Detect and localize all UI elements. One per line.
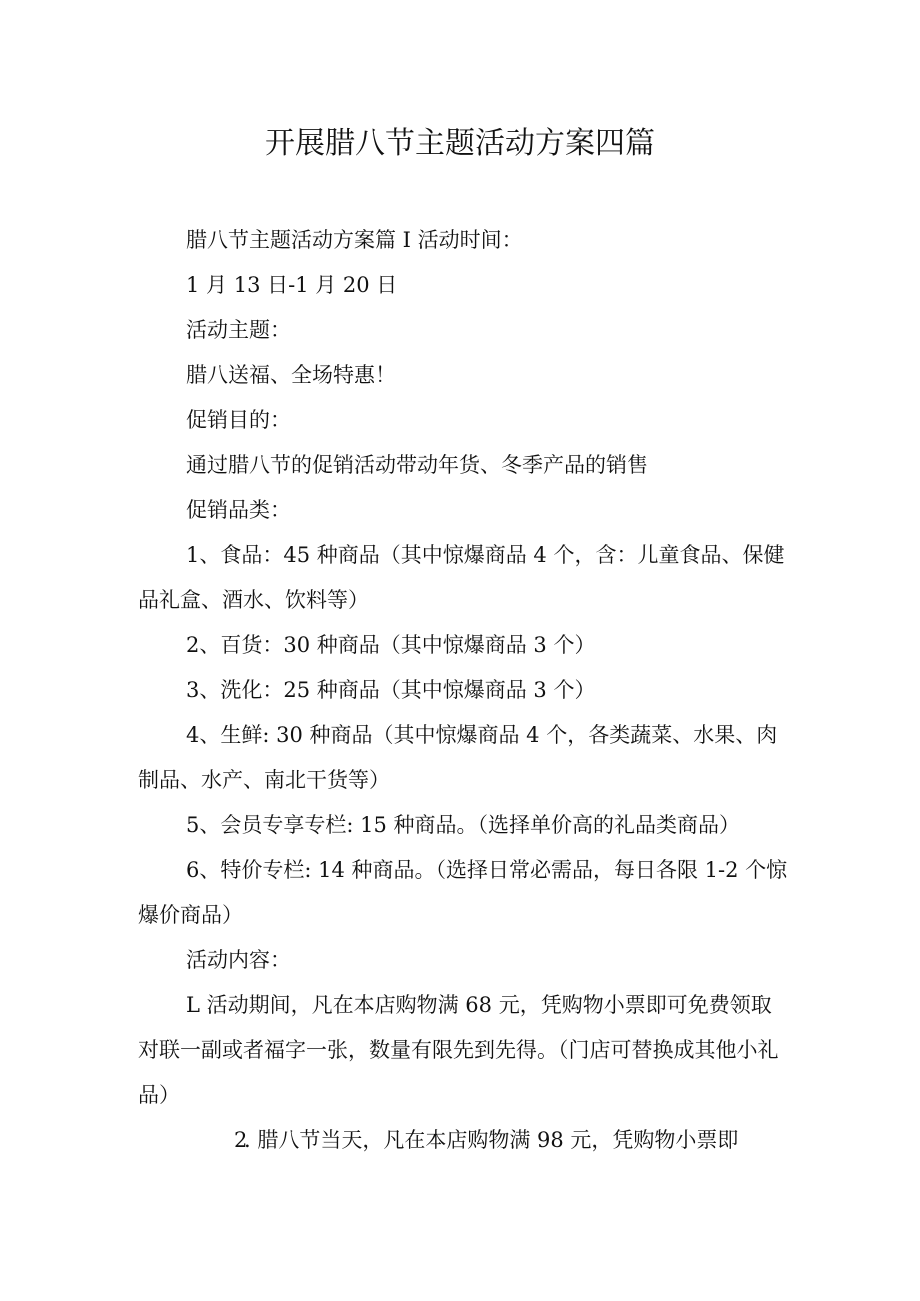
paragraph-theme-label: 活动主题： (186, 318, 291, 342)
document-body (138, 218, 788, 1163)
paragraph-content-1: L 活动期间，凡在本店购物满 68 元，凭购物小票即可免费领取对联一副或者福字一张，数量有限先到先得。（门店可替换成其他小礼品） (138, 993, 779, 1107)
paragraph-categories-label: 促销品类： (186, 498, 291, 522)
paragraph-category-food: 1、食品：45 种商品（其中惊爆商品 4 个，含：儿童食品、保健品礼盒、酒水、饮料等） (138, 543, 785, 612)
paragraph-content-2-text: . 腊八节当天，凡在本店购物满 98 元，凭购物小票即 (244, 1128, 739, 1152)
paragraph-category-toiletries: 3、洗化：25 种商品（其中惊爆商品 3 个） (186, 678, 596, 702)
paragraph-category-member: 5、会员专享专栏: 15 种商品。（选择单价高的礼品类商品） (186, 813, 741, 837)
paragraph-content-label: 活动内容： (186, 948, 291, 972)
paragraph-date: 1 月 13 日-1 月 20 日 (186, 273, 398, 297)
paragraph-purpose-label: 促销目的： (186, 408, 291, 432)
paragraph-category-special: 6、特价专栏: 14 种商品。（选择日常必需品，每日各限 1-2 个惊爆价商品） (138, 858, 788, 927)
paragraph-category-general: 2、百货：30 种商品（其中惊爆商品 3 个） (186, 633, 596, 657)
paragraph-category-fresh: 4、生鲜: 30 种商品（其中惊爆商品 4 个，各类蔬菜、水果、肉制品、水产、南北干货等） (138, 723, 778, 792)
paragraph-intro: 腊八节主题活动方案篇 I 活动时间： (186, 228, 523, 252)
paragraph-content-2-number: 2 (234, 1128, 248, 1152)
paragraph-content-2 (138, 1118, 788, 1163)
paragraph-theme: 腊八送福、全场特惠！ (186, 363, 396, 387)
paragraph-purpose: 通过腊八节的促销活动带动年货、冬季产品的销售 (186, 453, 648, 477)
document-title: 开展腊八节主题活动方案四篇 (265, 126, 655, 161)
